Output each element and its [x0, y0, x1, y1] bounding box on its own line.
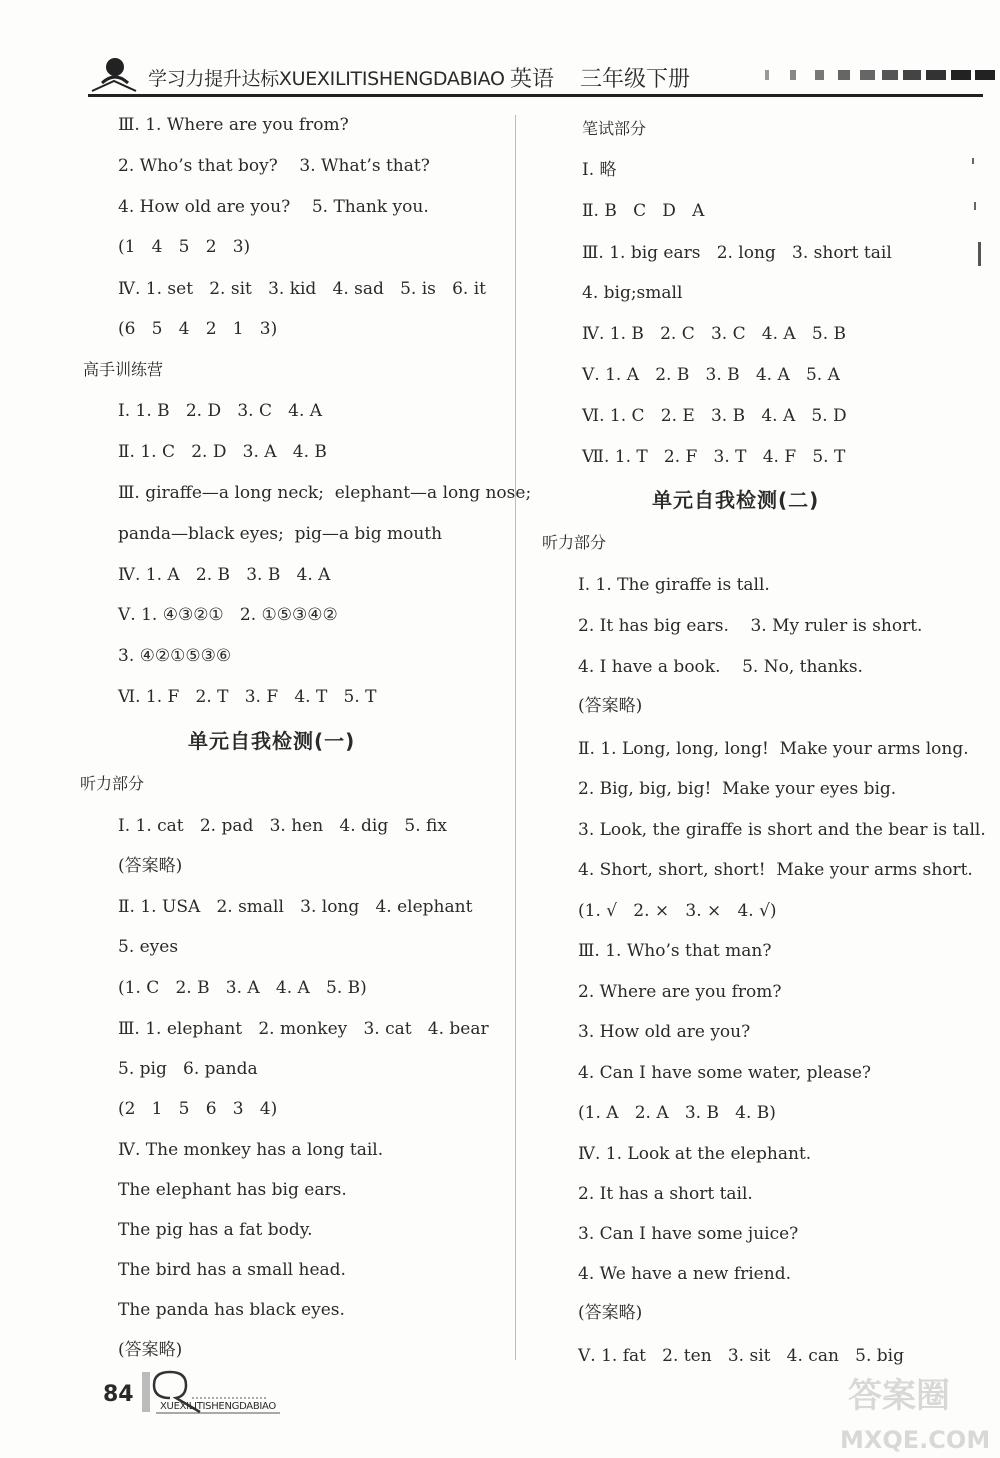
section-label: 笔试部分 — [582, 119, 647, 138]
section-label: 高手训练营 — [83, 360, 164, 379]
answer-line: 2. Where are you from? — [578, 982, 782, 1002]
answer-line: The pig has a fat body. — [118, 1220, 313, 1240]
answer-line: Ⅴ. 1. ④③②① 2. ①⑤③④② — [118, 605, 338, 625]
answer-line: Ⅴ. 1. A 2. B 3. B 4. A 5. A — [582, 365, 840, 385]
answer-line: 4. Can I have some water, please? — [578, 1063, 871, 1083]
answer-line: Ⅱ. 1. C 2. D 3. A 4. B — [118, 442, 327, 462]
answer-line: The bird has a small head. — [118, 1260, 346, 1280]
answer-line: 3. Can I have some juice? — [578, 1224, 799, 1244]
answer-line: Ⅵ. 1. C 2. E 3. B 4. A 5. D — [582, 406, 847, 426]
header-decoration — [815, 70, 824, 80]
watermark-logo-text: 答案圈 — [848, 1376, 950, 1416]
answer-line: Ⅱ. B C D A — [582, 201, 705, 221]
answer-line: The panda has black eyes. — [118, 1300, 345, 1320]
answer-line: Ⅰ. 1. The giraffe is tall. — [578, 575, 770, 595]
answer-line: (1. C 2. B 3. A 4. A 5. B) — [118, 978, 367, 998]
header-decoration — [926, 70, 946, 80]
answer-line: Ⅳ. 1. B 2. C 3. C 4. A 5. B — [582, 324, 847, 344]
header-rule — [88, 94, 983, 97]
answer-line: Ⅱ. 1. USA 2. small 3. long 4. elephant — [118, 897, 473, 917]
answer-line: (2 1 5 6 3 4) — [118, 1099, 278, 1119]
answer-line: 2. Big, big, big! Make your eyes big. — [578, 779, 897, 799]
answer-line: 4. big;small — [582, 283, 683, 303]
answer-line: 2. Who’s that boy? 3. What’s that? — [118, 156, 430, 176]
answer-line: Ⅲ. 1. Who’s that man? — [578, 941, 772, 961]
header-decoration — [951, 70, 971, 80]
grade-label: 三年级下册 — [580, 67, 691, 92]
answer-line: Ⅰ. 1. B 2. D 3. C 4. A — [118, 401, 323, 421]
answer-line: 3. How old are you? — [578, 1022, 751, 1042]
answer-line: (6 5 4 2 1 3) — [118, 319, 278, 339]
page-header — [0, 0, 1000, 100]
answer-line: panda—black eyes; pig—a big mouth — [118, 524, 443, 544]
section-label: 听力部分 — [542, 533, 607, 552]
section-label: 听力部分 — [80, 774, 145, 793]
answer-line: Ⅲ. 1. big ears 2. long 3. short tail — [582, 243, 892, 263]
header-decoration — [903, 70, 921, 80]
answer-line: 4. How old are you? 5. Thank you. — [118, 197, 429, 217]
answer-line: Ⅳ. The monkey has a long tail. — [118, 1140, 384, 1160]
subject-label: 英语 — [510, 67, 555, 92]
answer-line: Ⅱ. 1. Long, long, long! Make your arms long. — [578, 739, 969, 759]
series-title: 学习力提升达标XUEXILITISHENGDABIAO — [148, 68, 505, 90]
answer-line: Ⅰ. 1. cat 2. pad 3. hen 4. dig 5. fix — [118, 816, 447, 836]
watermark — [840, 1368, 1000, 1458]
answer-line: 2. It has a short tail. — [578, 1184, 753, 1204]
unit-test-title: 单元自我检测(二) — [652, 488, 820, 512]
column-divider — [515, 115, 516, 1360]
answer-line: Ⅲ. giraffe—a long neck; elephant—a long nose; — [118, 483, 532, 503]
header-decoration — [765, 70, 769, 80]
footer-brand-text: XUEXILITISHENGDABIAO — [160, 1401, 276, 1412]
answer-line: (答案略) — [118, 1340, 183, 1360]
header-decoration — [860, 70, 875, 80]
answer-line: 5. pig 6. panda — [118, 1059, 258, 1079]
header-decoration — [882, 70, 898, 80]
page-number: 84 — [103, 1382, 134, 1407]
answer-line: 4. I have a book. 5. No, thanks. — [578, 657, 863, 677]
answer-line: 4. Short, short, short! Make your arms short. — [578, 860, 973, 880]
answer-line: 4. We have a new friend. — [578, 1264, 791, 1284]
margin-marks — [960, 150, 990, 270]
footer-brand — [140, 1368, 290, 1418]
answer-line: (1 4 5 2 3) — [118, 237, 251, 257]
answer-line: 2. It has big ears. 3. My ruler is short. — [578, 616, 923, 636]
answer-line: The elephant has big ears. — [118, 1180, 347, 1200]
header-decoration — [790, 70, 796, 80]
answer-line: 3. Look, the giraffe is short and the bear is tall. — [578, 820, 986, 840]
answer-line: Ⅰ. 略 — [582, 160, 617, 180]
answer-line: (1. A 2. A 3. B 4. B) — [578, 1103, 776, 1123]
answer-line: Ⅶ. 1. T 2. F 3. T 4. F 5. T — [582, 447, 846, 467]
student-reading-logo-icon — [88, 55, 140, 95]
answer-line: Ⅳ. 1. A 2. B 3. B 4. A — [118, 565, 331, 585]
header-decoration — [975, 70, 995, 80]
watermark-url: MXQE.COM — [840, 1426, 991, 1454]
header-decoration — [838, 70, 850, 80]
unit-test-title: 单元自我检测(一) — [188, 729, 356, 753]
answer-line: 3. ④②①⑤③⑥ — [118, 646, 232, 666]
answer-line: (1. √ 2. × 3. × 4. √) — [578, 901, 777, 921]
answer-line: (答案略) — [578, 1303, 643, 1323]
answer-line: Ⅲ. 1. Where are you from? — [118, 115, 349, 135]
answer-line: Ⅲ. 1. elephant 2. monkey 3. cat 4. bear — [118, 1019, 489, 1039]
answer-line: Ⅳ. 1. Look at the elephant. — [578, 1144, 812, 1164]
answer-line: Ⅴ. 1. fat 2. ten 3. sit 4. can 5. big — [578, 1346, 904, 1366]
answer-line: (答案略) — [118, 856, 183, 876]
answer-line: Ⅵ. 1. F 2. T 3. F 4. T 5. T — [118, 687, 377, 707]
answer-line: Ⅳ. 1. set 2. sit 3. kid 4. sad 5. is 6. it — [118, 279, 486, 299]
answer-line: 5. eyes — [118, 937, 179, 957]
answer-line: (答案略) — [578, 696, 643, 716]
